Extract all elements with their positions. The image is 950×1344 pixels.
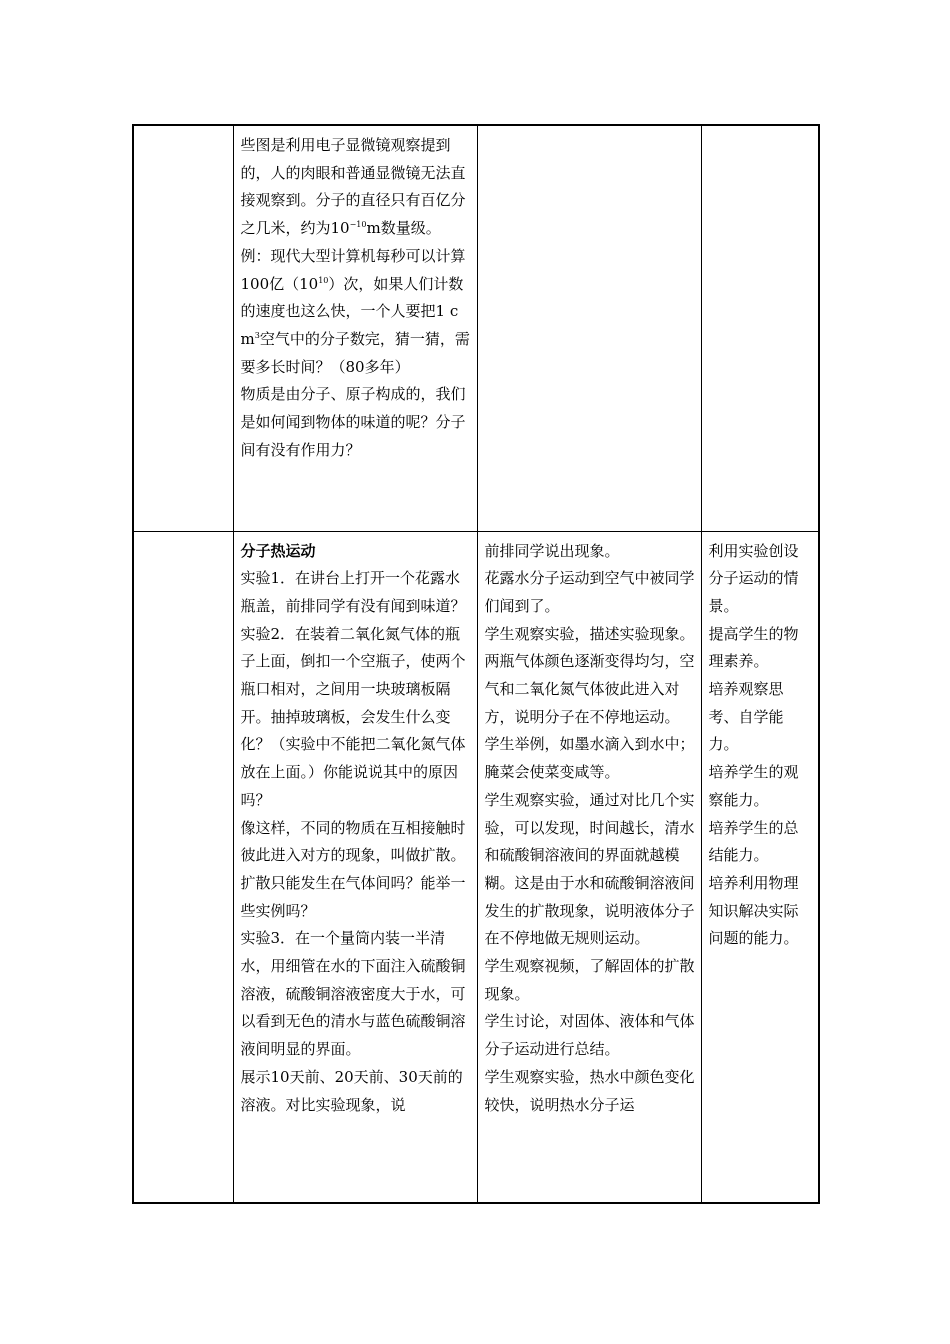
- paragraph: 扩散只能发生在气体间吗？能举一些实例吗？: [240, 873, 466, 920]
- paragraph: 学生讨论，对固体、液体和气体分子运动进行总结。: [484, 1012, 695, 1059]
- paragraph: 实验1．在讲台上打开一个花露水瓶盖，前排同学有没有闻到味道？: [240, 569, 466, 615]
- design-intent-cell: [701, 125, 819, 531]
- paragraph: [241, 243, 471, 382]
- paragraph: 培养观察思考、自学能力。: [708, 680, 784, 754]
- table-row: [133, 531, 819, 1203]
- superscript: −10: [349, 220, 367, 230]
- text-run: m数量级。: [366, 219, 441, 238]
- paragraph: 学生观察视频，了解固体的扩散现象。: [484, 957, 695, 1003]
- paragraph: 前排同学说出现象。: [484, 541, 620, 560]
- paragraph: 实验3．在一个量筒内装一半清水，用细管在水的下面注入硫酸铜溶液，硫酸铜溶液密度大于水，可以看到无色的清水与蓝色硫酸铜溶液间明显的界面。: [240, 929, 466, 1059]
- paragraph: 利用实验创设分子运动的情景。: [708, 541, 799, 615]
- superscript: 10: [318, 275, 329, 285]
- design-intent-cell: [701, 531, 819, 1203]
- table-row: [133, 125, 819, 531]
- superscript: 3: [254, 330, 260, 340]
- paragraph: [241, 132, 471, 243]
- stage-cell: [133, 125, 233, 531]
- paragraph: 学生观察实验，描述实验现象。: [484, 624, 695, 643]
- paragraph: 像这样，不同的物质在互相接触时彼此进入对方的现象，叫做扩散。: [240, 818, 466, 865]
- student-activity-cell: [477, 531, 701, 1203]
- text-run: 例：现代大型计算机每秒可以计算100亿（10: [240, 246, 466, 293]
- paragraph: 花露水分子运动到空气中被同学们闻到了。: [484, 569, 695, 615]
- stage-cell: [133, 531, 233, 1203]
- paragraph: 学生观察实验，通过对比几个实验，可以发现，时间越长，清水和硫酸铜溶液间的界面就越模糊。这是由于水和硫酸铜溶液间发生的扩散现象，说明液体分子在不停地做无规则运动。: [484, 790, 695, 948]
- lesson-plan-table: [132, 124, 820, 1204]
- text-run: ）次，如果人们计数的速度也这么快，一个人要把1 cm: [240, 274, 464, 348]
- paragraph: 提高学生的物理素养。: [708, 624, 799, 671]
- paragraph: 学生举例，如墨水滴入到水中；腌菜会使菜变咸等。: [484, 735, 695, 782]
- paragraph: 两瓶气体颜色逐渐变得均匀，空气和二氧化氮气体彼此进入对方，说明分子在不停地运动。: [484, 652, 695, 726]
- paragraph: 学生观察实验，热水中颜色变化较快，说明热水分子运: [484, 1067, 695, 1114]
- teacher-activity-cell: [233, 531, 477, 1203]
- paragraph: 培养学生的观察能力。: [708, 763, 799, 809]
- student-activity-cell: [477, 125, 701, 531]
- text-run: 空气中的分子数完，猜一猜，需要多长时间？（80多年）: [240, 329, 470, 376]
- paragraph: 培养学生的总结能力。: [708, 818, 799, 865]
- paragraph: 培养利用物理知识解决实际问题的能力。: [708, 873, 799, 948]
- teacher-activity-cell: [233, 125, 477, 531]
- text-run: 些图是利用电子显微镜观察提到的，人的肉眼和普通显微镜无法直接观察到。分子的直径只有百亿分之几米，约为10: [240, 136, 466, 238]
- section-heading: 分子热运动: [240, 541, 316, 560]
- paragraph: 展示10天前、20天前、30天前的溶液。对比实验现象，说: [240, 1067, 463, 1114]
- paragraph: 实验2．在装着二氧化氮气体的瓶子上面，倒扣一个空瓶子，使两个瓶口相对，之间用一块玻璃板隔开。抽掉玻璃板，会发生什么变化？（实验中不能把二氧化氮气体放在上面。）你能说说其中的原因吗？: [240, 624, 466, 809]
- paragraph: 物质是由分子、原子构成的，我们是如何闻到物体的味道的呢？分子间有没有作用力？: [240, 385, 466, 459]
